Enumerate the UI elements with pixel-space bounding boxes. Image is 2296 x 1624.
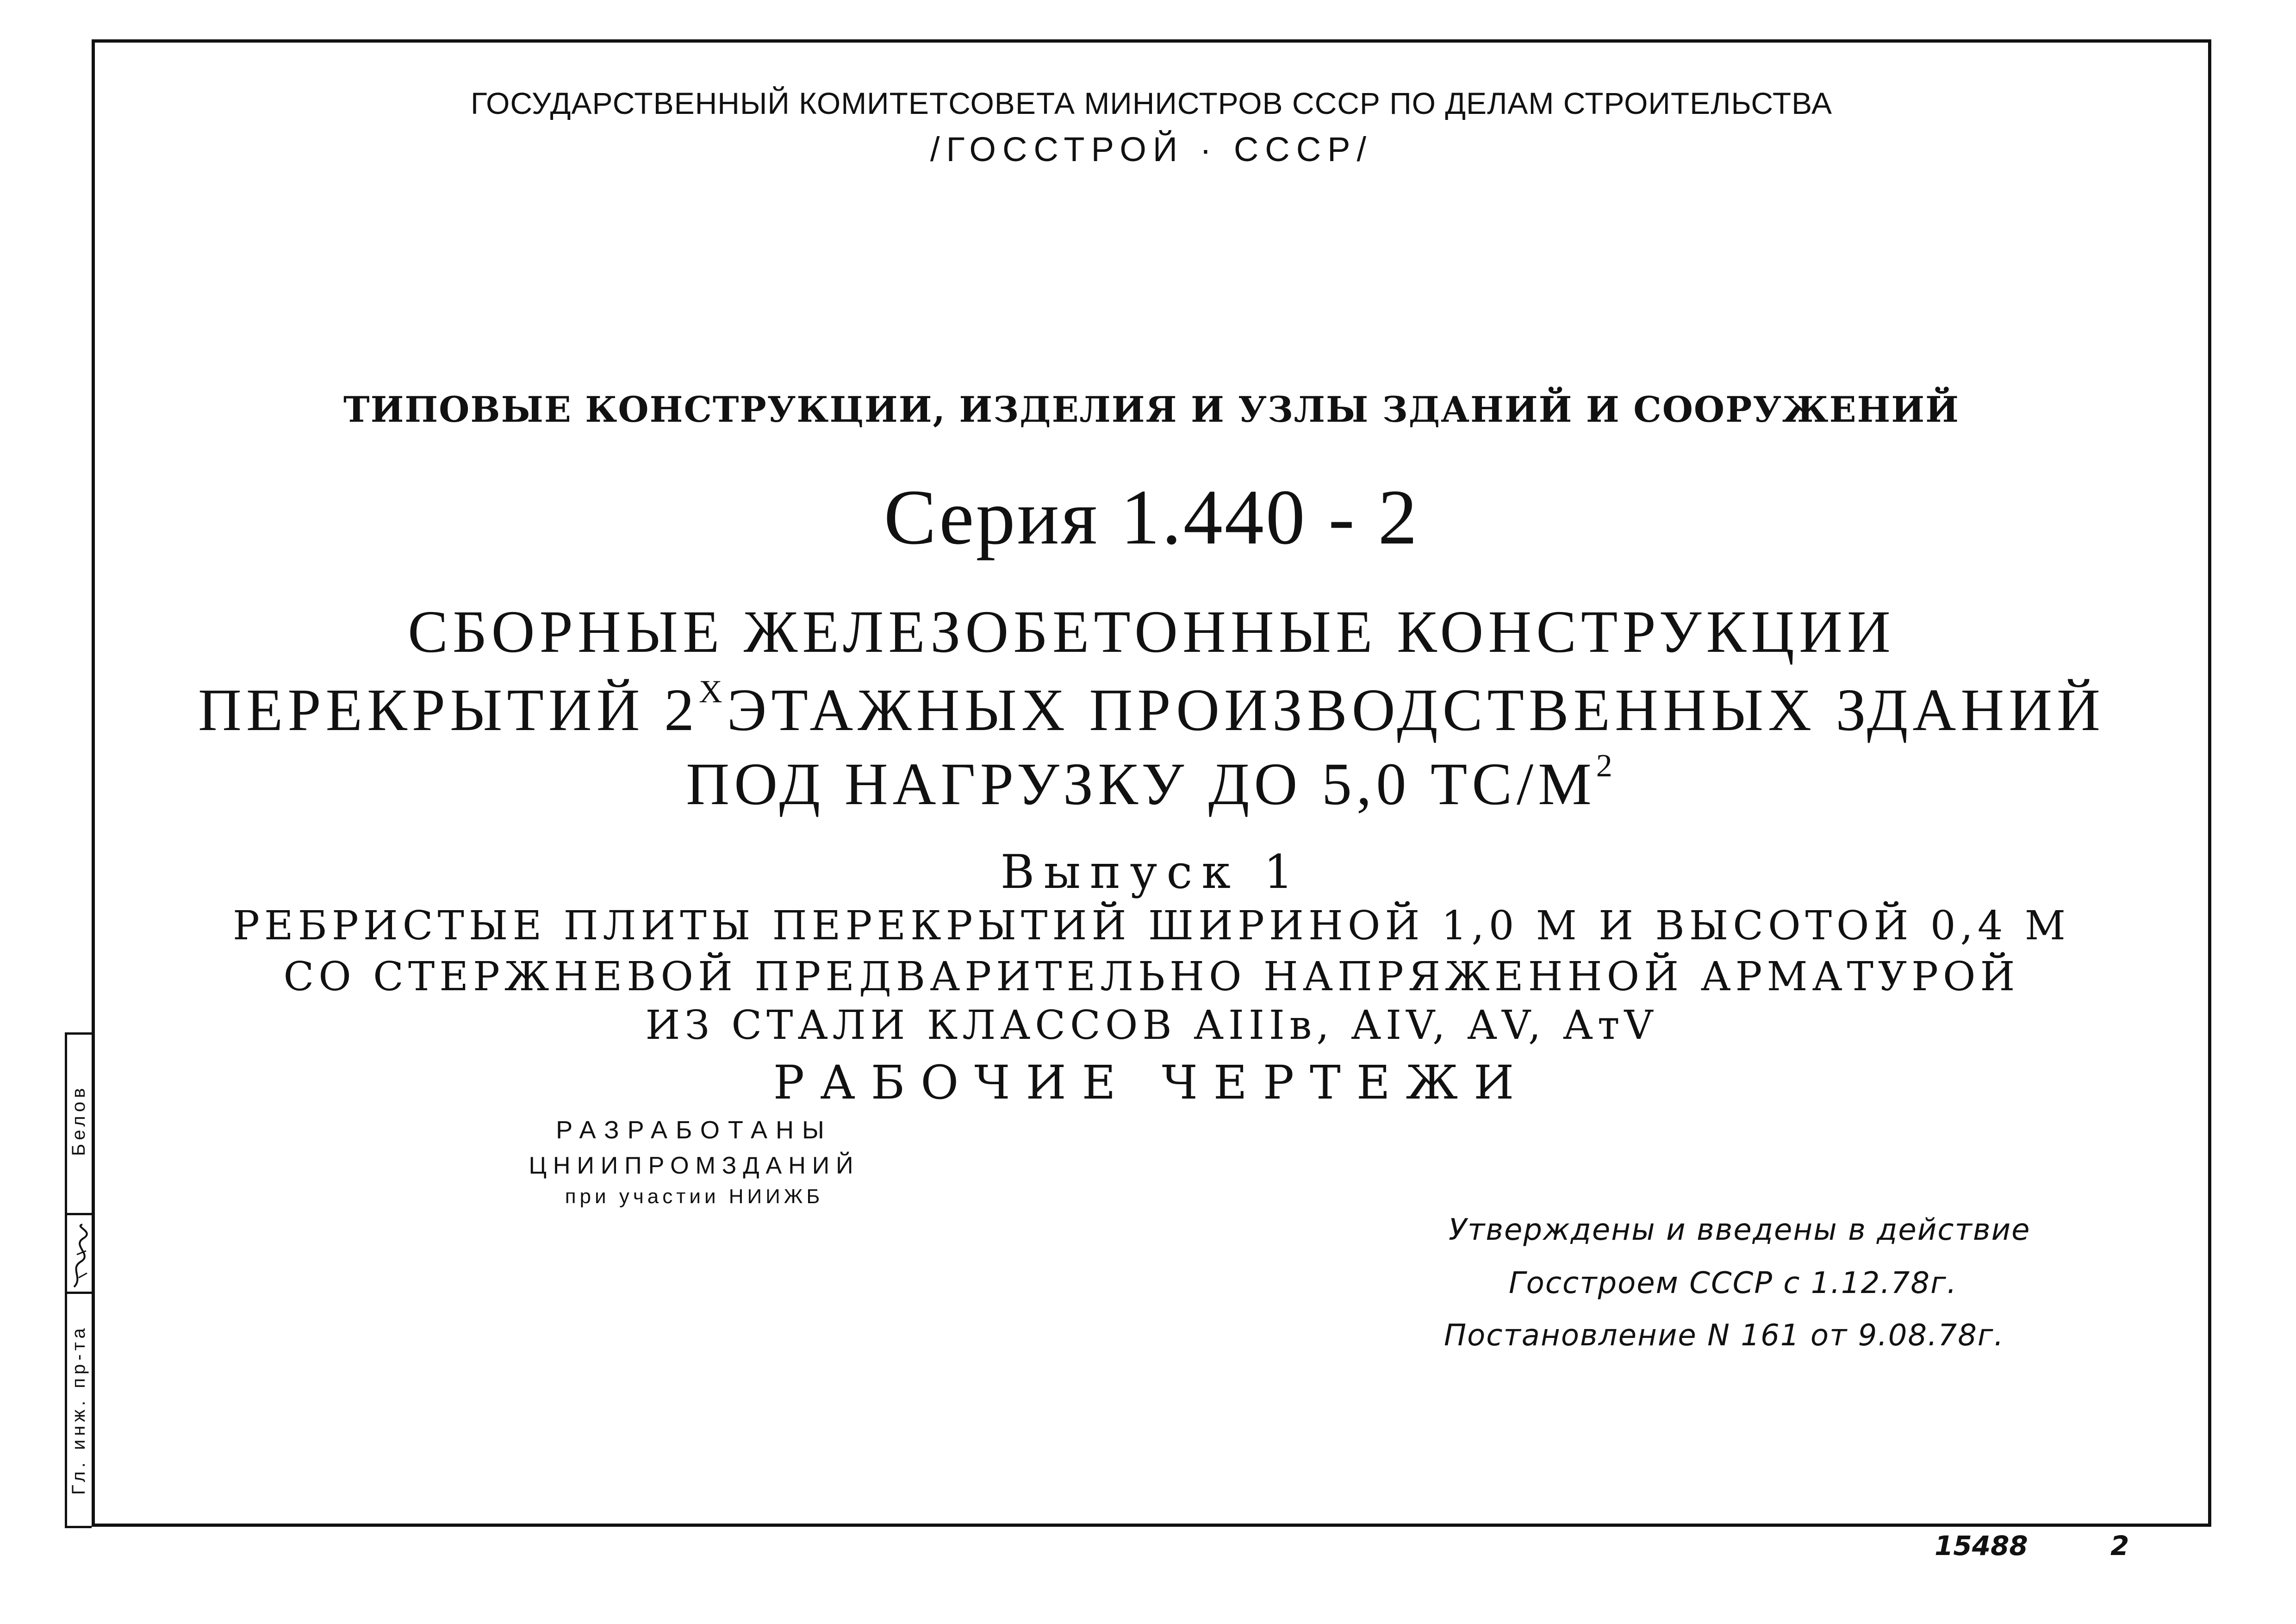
stamp-name: Белов [68, 1084, 89, 1156]
title-line-3-pre: ПОД НАГРУЗКУ ДО 5,0 ТС/М [686, 751, 1596, 818]
page-number: 2 [2110, 1530, 2129, 1562]
signature-mark [65, 1222, 93, 1292]
stamp-divider [65, 1032, 92, 1035]
approval-line-2: Госстроем СССР с 1.12.78г. [1509, 1266, 1958, 1300]
stamp-divider [65, 1213, 92, 1215]
title-line-2-sup: Х [699, 674, 727, 710]
sheet-number: 15488 [1935, 1530, 2028, 1562]
title-line-2-post: ЭТАЖНЫХ ПРОИЗВОДСТВЕННЫХ ЗДАНИЙ [727, 677, 2105, 743]
approval-line-3: Постановление N 161 от 9.08.78г. [1444, 1318, 2004, 1353]
working-drawings-heading: РАБОЧИЕ ЧЕРТЕЖИ [773, 1056, 1530, 1110]
stamp-divider [65, 1292, 92, 1294]
issue-subtitle-2: СО СТЕРЖНЕВОЙ ПРЕДВАРИТЕЛЬНО НАПРЯЖЕННОЙ АРМАТУРОЙ [283, 954, 2020, 1000]
developer-org: ЦНИИПРОМЗДАНИЙ [529, 1152, 860, 1179]
title-line-3-sup: 2 [1596, 748, 1617, 784]
ministry-heading: ГОСУДАРСТВЕННЫЙ КОМИТЕТСОВЕТА МИНИСТРОВ СССР ПО ДЕЛАМ СТРОИТЕЛЬСТВА [470, 86, 1833, 120]
typical-designs-heading: ТИПОВЫЕ КОНСТРУКЦИИ, ИЗДЕЛИЯ И УЗЛЫ ЗДАНИЙ И СООРУЖЕНИЙ [343, 389, 1960, 430]
stamp-divider [65, 1526, 92, 1528]
title-line-3 [92, 748, 2211, 819]
stamp-post: Гл. инж. пр-та [68, 1324, 89, 1495]
gosstroy-heading: /ГОССТРОЙ · СССР/ [930, 130, 1373, 169]
issue-subtitle-1: РЕБРИСТЫЕ ПЛИТЫ ПЕРЕКРЫТИЙ ШИРИНОЙ 1,0 М И ВЫСОТОЙ 0,4 М [233, 903, 2070, 949]
developer-partner: при участии НИИЖБ [565, 1185, 824, 1208]
series-title: Серия 1.440 - 2 [884, 474, 1419, 561]
issue-label: Выпуск 1 [1000, 845, 1303, 899]
developed-by-label: РАЗРАБОТАНЫ [556, 1116, 833, 1144]
issue-subtitle-3: ИЗ СТАЛИ КЛАССОВ АIIIв, АIV, АV, АтV [645, 1002, 1658, 1049]
title-line-2 [92, 674, 2211, 745]
title-line-1: СБОРНЫЕ ЖЕЛЕЗОБЕТОННЫЕ КОНСТРУКЦИИ [408, 599, 1895, 665]
title-line-2-pre: ПЕРЕКРЫТИЙ 2 [198, 677, 699, 743]
approval-line-1: Утверждены и введены в действие [1449, 1213, 2031, 1247]
